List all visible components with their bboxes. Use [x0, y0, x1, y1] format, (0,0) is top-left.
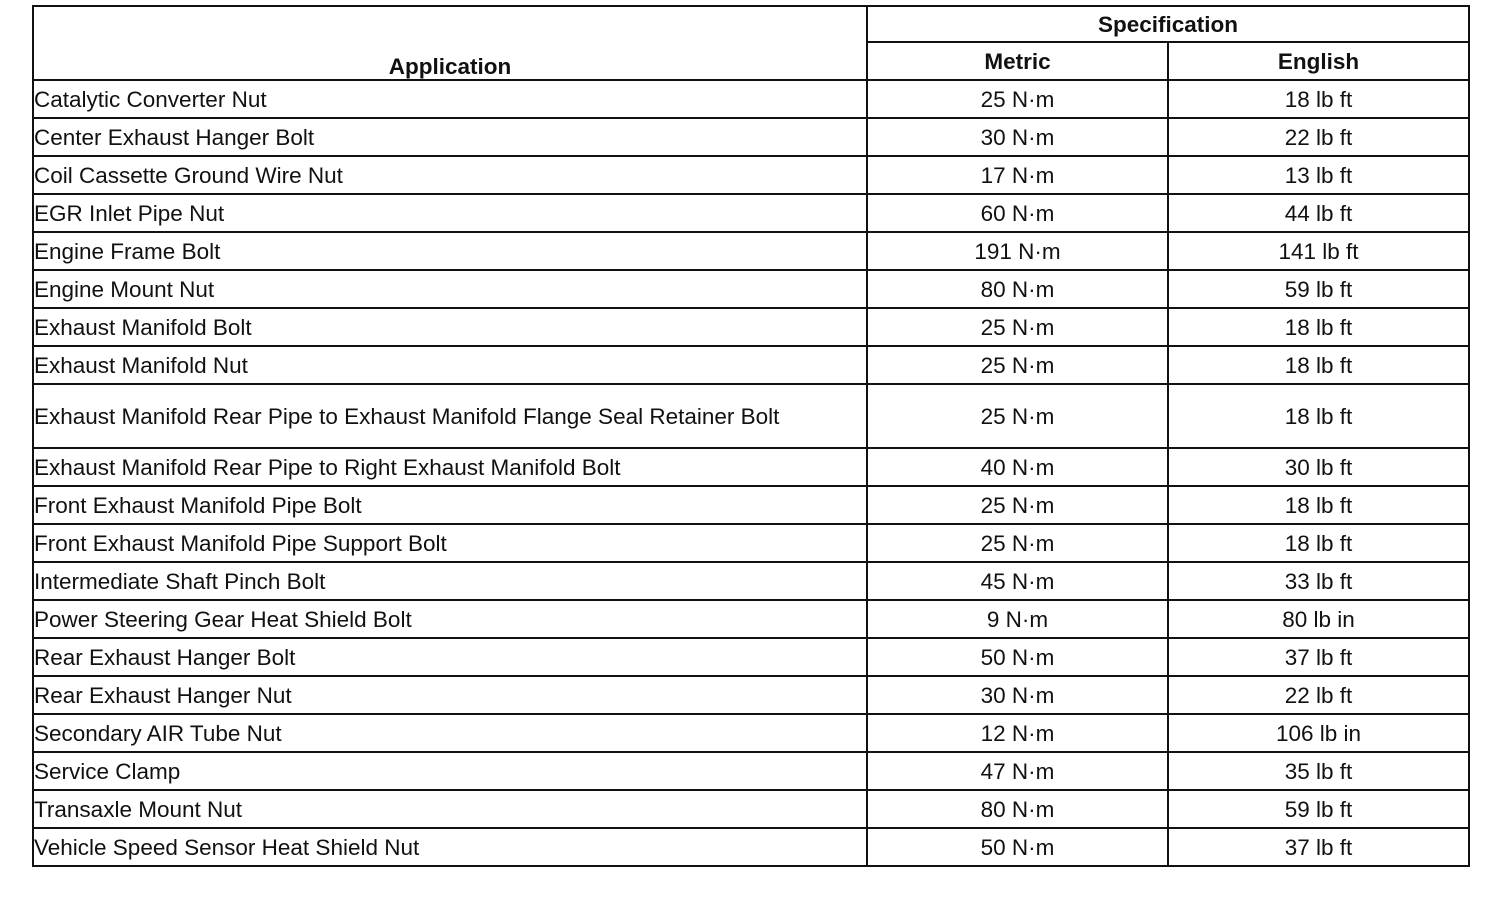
table-row — [33, 714, 1469, 752]
table-row — [33, 448, 1469, 486]
metric-cell: 25 N·m — [867, 308, 1168, 346]
metric-cell: 80 N·m — [867, 270, 1168, 308]
metric-cell: 9 N·m — [867, 600, 1168, 638]
header-specification: Specification — [867, 6, 1469, 42]
application-cell: Front Exhaust Manifold Pipe Bolt — [33, 486, 867, 524]
application-cell: Center Exhaust Hanger Bolt — [33, 118, 867, 156]
english-cell: 22 lb ft — [1168, 676, 1469, 714]
metric-cell: 80 N·m — [867, 790, 1168, 828]
metric-cell: 47 N·m — [867, 752, 1168, 790]
application-cell: EGR Inlet Pipe Nut — [33, 194, 867, 232]
torque-spec-table — [32, 5, 1470, 867]
table-row — [33, 308, 1469, 346]
application-cell: Front Exhaust Manifold Pipe Support Bolt — [33, 524, 867, 562]
application-cell: Exhaust Manifold Rear Pipe to Exhaust Manifold Flange Seal Retainer Bolt — [33, 384, 867, 448]
english-cell: 18 lb ft — [1168, 308, 1469, 346]
table-row — [33, 752, 1469, 790]
english-cell: 141 lb ft — [1168, 232, 1469, 270]
table-row — [33, 194, 1469, 232]
application-cell: Secondary AIR Tube Nut — [33, 714, 867, 752]
table-row — [33, 384, 1469, 448]
english-cell: 44 lb ft — [1168, 194, 1469, 232]
english-cell: 13 lb ft — [1168, 156, 1469, 194]
metric-cell: 30 N·m — [867, 118, 1168, 156]
table-row — [33, 600, 1469, 638]
english-cell: 18 lb ft — [1168, 524, 1469, 562]
application-cell: Exhaust Manifold Rear Pipe to Right Exhaust Manifold Bolt — [33, 448, 867, 486]
table-row — [33, 638, 1469, 676]
application-cell: Exhaust Manifold Bolt — [33, 308, 867, 346]
application-cell: Rear Exhaust Hanger Nut — [33, 676, 867, 714]
english-cell: 37 lb ft — [1168, 828, 1469, 866]
metric-cell: 191 N·m — [867, 232, 1168, 270]
table-row — [33, 790, 1469, 828]
application-cell: Vehicle Speed Sensor Heat Shield Nut — [33, 828, 867, 866]
table-row — [33, 270, 1469, 308]
header-application: Application — [33, 6, 867, 80]
english-cell: 18 lb ft — [1168, 486, 1469, 524]
metric-cell: 25 N·m — [867, 346, 1168, 384]
application-cell: Service Clamp — [33, 752, 867, 790]
application-cell: Coil Cassette Ground Wire Nut — [33, 156, 867, 194]
table-row — [33, 346, 1469, 384]
table-row — [33, 156, 1469, 194]
english-cell: 59 lb ft — [1168, 270, 1469, 308]
table-row — [33, 118, 1469, 156]
table-row — [33, 486, 1469, 524]
english-cell: 30 lb ft — [1168, 448, 1469, 486]
english-cell: 59 lb ft — [1168, 790, 1469, 828]
table-header — [33, 6, 1469, 80]
application-cell: Intermediate Shaft Pinch Bolt — [33, 562, 867, 600]
english-cell: 37 lb ft — [1168, 638, 1469, 676]
table-row — [33, 232, 1469, 270]
english-cell: 33 lb ft — [1168, 562, 1469, 600]
metric-cell: 25 N·m — [867, 486, 1168, 524]
metric-cell: 25 N·m — [867, 80, 1168, 118]
english-cell: 22 lb ft — [1168, 118, 1469, 156]
table-row — [33, 676, 1469, 714]
table-body — [33, 80, 1469, 866]
application-cell: Catalytic Converter Nut — [33, 80, 867, 118]
table-row — [33, 828, 1469, 866]
application-cell: Exhaust Manifold Nut — [33, 346, 867, 384]
table-row — [33, 562, 1469, 600]
metric-cell: 30 N·m — [867, 676, 1168, 714]
metric-cell: 45 N·m — [867, 562, 1168, 600]
metric-cell: 60 N·m — [867, 194, 1168, 232]
header-english: English — [1168, 42, 1469, 80]
application-cell: Rear Exhaust Hanger Bolt — [33, 638, 867, 676]
header-metric: Metric — [867, 42, 1168, 80]
english-cell: 80 lb in — [1168, 600, 1469, 638]
english-cell: 18 lb ft — [1168, 80, 1469, 118]
english-cell: 106 lb in — [1168, 714, 1469, 752]
english-cell: 35 lb ft — [1168, 752, 1469, 790]
table-row — [33, 80, 1469, 118]
metric-cell: 17 N·m — [867, 156, 1168, 194]
application-cell: Transaxle Mount Nut — [33, 790, 867, 828]
english-cell: 18 lb ft — [1168, 346, 1469, 384]
application-cell: Power Steering Gear Heat Shield Bolt — [33, 600, 867, 638]
metric-cell: 50 N·m — [867, 828, 1168, 866]
metric-cell: 25 N·m — [867, 524, 1168, 562]
metric-cell: 25 N·m — [867, 384, 1168, 448]
metric-cell: 40 N·m — [867, 448, 1168, 486]
application-cell: Engine Mount Nut — [33, 270, 867, 308]
table-row — [33, 524, 1469, 562]
metric-cell: 12 N·m — [867, 714, 1168, 752]
english-cell: 18 lb ft — [1168, 384, 1469, 448]
metric-cell: 50 N·m — [867, 638, 1168, 676]
application-cell: Engine Frame Bolt — [33, 232, 867, 270]
